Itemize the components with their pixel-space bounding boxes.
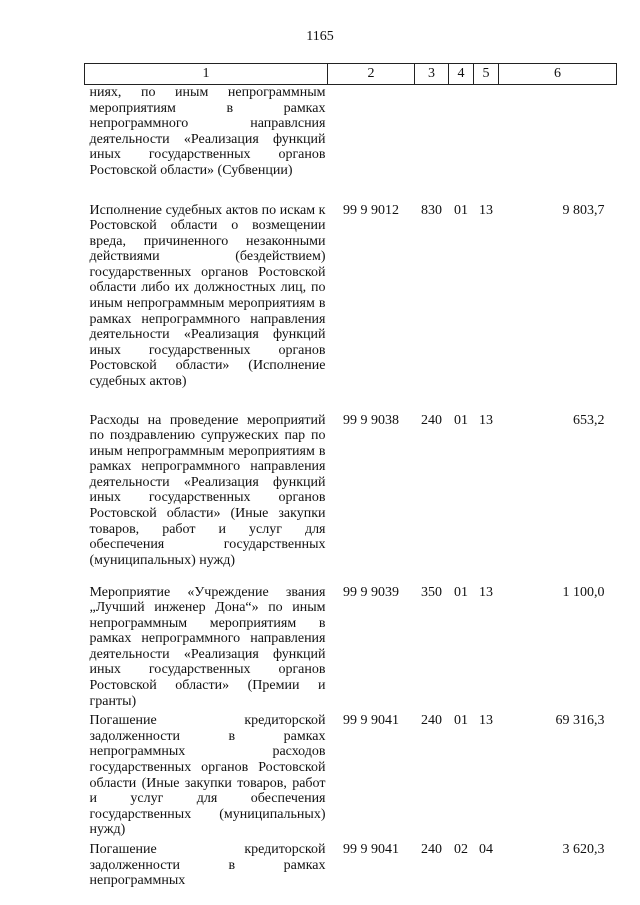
row-subsection (474, 85, 499, 203)
row-target-article (328, 85, 415, 203)
table-row (85, 713, 617, 842)
row-subsection: 13 (479, 412, 493, 428)
row-expense-type: 240 (421, 842, 442, 857)
row-subsection: 04 (479, 842, 493, 857)
row-section: 02 (454, 842, 468, 857)
row-description: Мероприятие «Учреждение звания „Лучший инженер Дона“» по иным непрограммным мероприятиям в рамках непрограммного направления деятельности «Реализация функций иных государственных органов Ростовской области» (Премии и гранты) (89, 584, 326, 709)
table-row (85, 842, 617, 893)
row-amount: 653,2 (573, 412, 605, 428)
row-expense-type: 350 (421, 584, 442, 600)
row-section: 01 (454, 584, 468, 600)
row-description: Погашение кредиторской задолженности в рамках непрограммных (89, 842, 326, 889)
row-target-article: 99 9 9041 (343, 713, 399, 729)
column-header-subsection: 5 (474, 64, 499, 85)
row-section (449, 85, 474, 203)
row-amount: 3 620,3 (562, 842, 605, 857)
table-header-row (85, 64, 617, 85)
row-section: 01 (454, 412, 468, 428)
row-subsection: 13 (479, 584, 493, 600)
row-expense-type: 240 (421, 713, 442, 729)
row-amount: 9 803,7 (562, 202, 605, 218)
row-expense-type: 830 (421, 202, 442, 218)
row-subsection: 13 (479, 713, 493, 729)
column-header-amount: 6 (499, 64, 617, 85)
row-description: Расходы на проведение мероприятий по поздравлению супружеских пар по иным непрограммным мероприятиям в рамках непрограммного направления деятельности «Реализация функций иных государственных органов Ростовской области» (Иные закупки товаров, работ и услуг для обеспечения государственных (муниципальных) нужд) (89, 412, 326, 568)
budget-table (84, 63, 617, 893)
row-description: Исполнение судебных актов по искам к Ростовской области о возмещении вреда, причиненного незаконными действиями (бездействием) государственных органов Ростовской области либо их должностных лиц, по иным непрограммным мероприятиям в рамках непрограммного направления деятельности «Реализация функций иных государственных органов Ростовской области» (Исполнение судебных актов) (89, 202, 326, 390)
row-amount: 69 316,3 (555, 713, 605, 729)
row-description: ниях, по иным непрограммным мероприятиям в рамках непрограммного направлсния деятельности «Реализация функций иных государственных органов Ростовской области» (Субвенции) (89, 85, 326, 178)
row-target-article: 99 9 9012 (343, 202, 399, 218)
column-header-expense-type: 3 (415, 64, 449, 85)
table-row (85, 203, 617, 413)
row-expense-type: 240 (421, 412, 442, 428)
column-header-target-article: 2 (328, 64, 415, 85)
row-amount: 1 100,0 (562, 584, 605, 600)
row-subsection: 13 (479, 202, 493, 218)
table-row (85, 413, 617, 585)
page-number: 1165 (306, 29, 334, 44)
column-header-name: 1 (85, 64, 328, 85)
column-header-section: 4 (449, 64, 474, 85)
row-target-article: 99 9 9039 (343, 584, 399, 600)
row-description: Погашение кредиторской задолженности в рамках непрограммных расходов государственных органов Ростовской области (Иные закупки товаров, работ и услуг для обеспечения государственных (муниципальных) нужд) (89, 713, 326, 838)
row-expense-type (415, 85, 449, 203)
row-target-article: 99 9 9038 (343, 412, 399, 428)
row-amount (499, 85, 617, 203)
row-section: 01 (454, 713, 468, 729)
row-target-article: 99 9 9041 (343, 842, 399, 857)
table-row (85, 585, 617, 714)
row-section: 01 (454, 202, 468, 218)
table-row (85, 85, 617, 203)
